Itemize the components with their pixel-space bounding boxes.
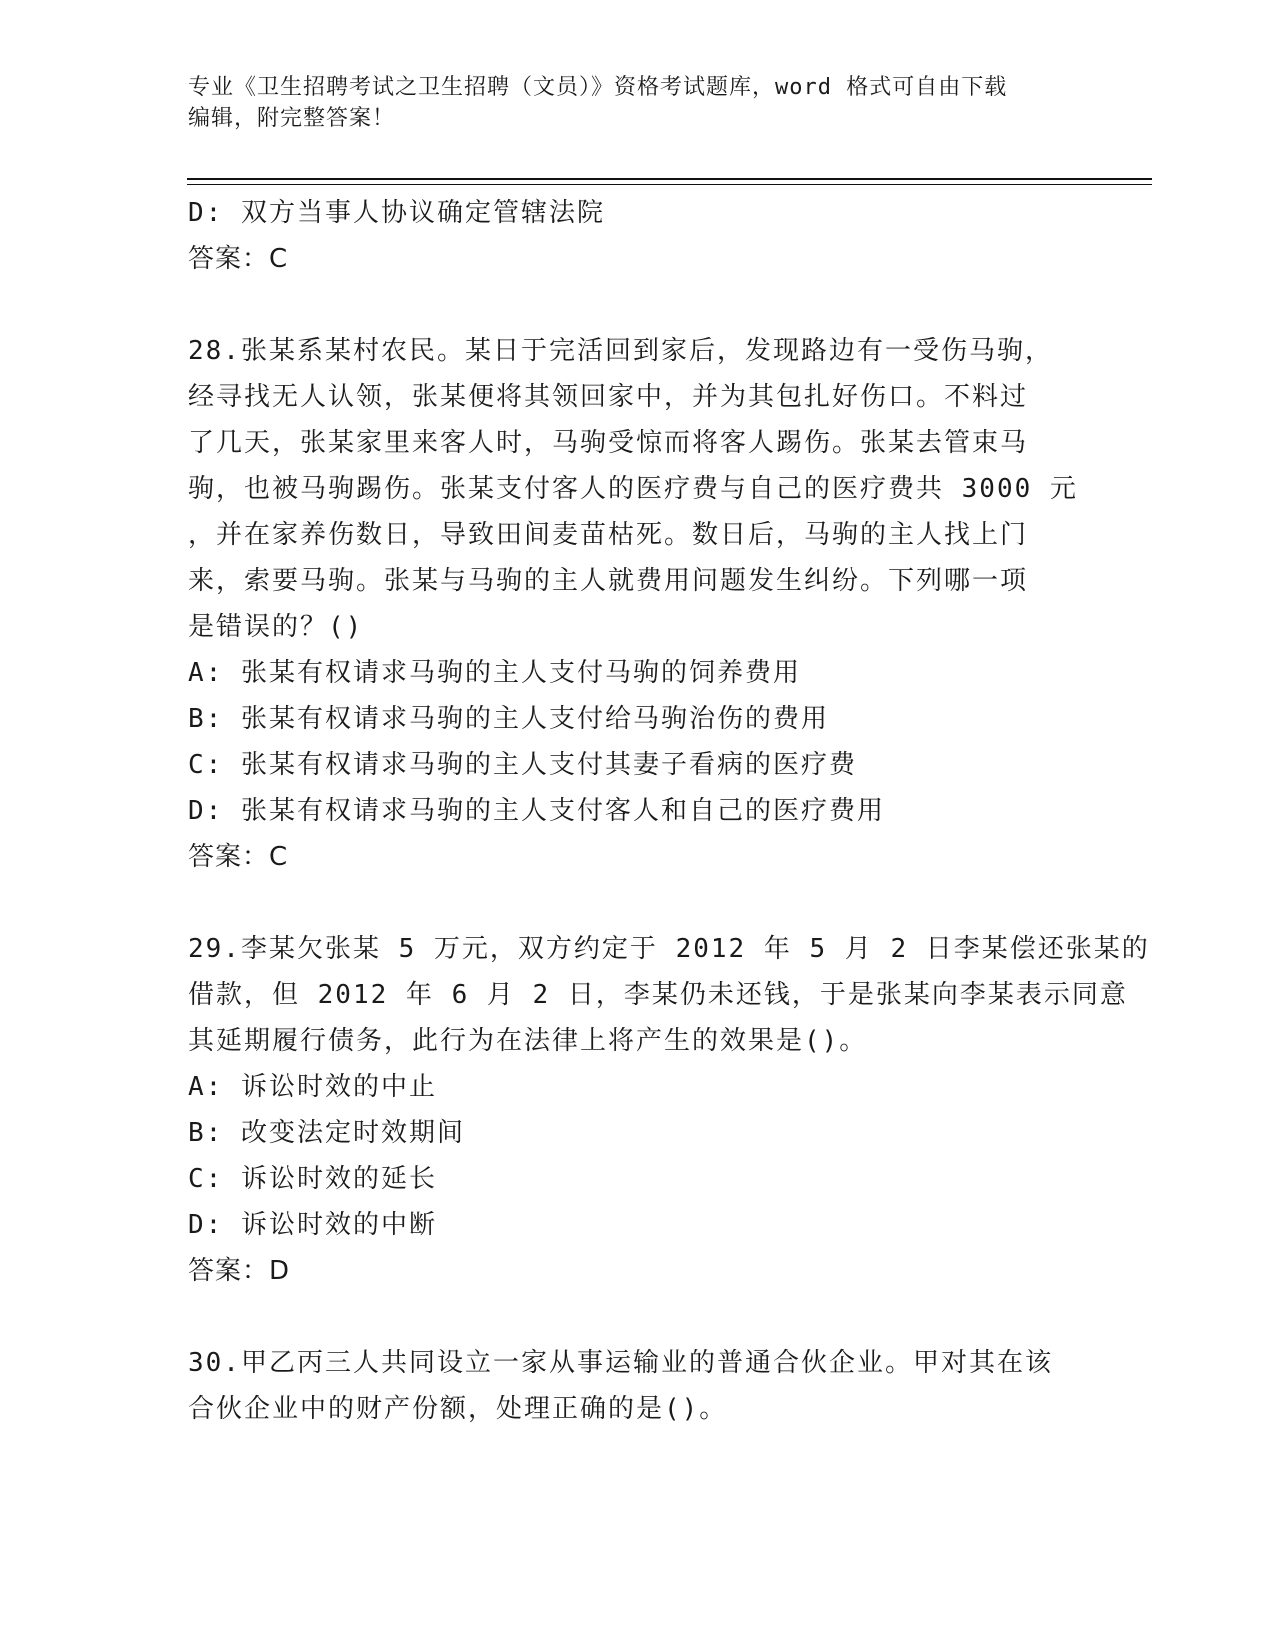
q29-answer: 答案：D: [188, 1256, 291, 1286]
spacer: [188, 282, 1088, 328]
header-rule-thick: [187, 178, 1152, 180]
q30-stem-line: 30.甲乙丙三人共同设立一家从事运输业的普通合伙企业。甲对其在该: [188, 1348, 1053, 1378]
q30-stem-line: 合伙企业中的财产份额，处理正确的是()。: [188, 1394, 728, 1424]
q28-option-c: C: 张某有权请求马驹的主人支付其妻子看病的医疗费: [188, 750, 857, 780]
q28-option-a: A: 张某有权请求马驹的主人支付马驹的饲养费用: [188, 658, 801, 688]
question-29: [188, 926, 1150, 1294]
q29-option-a: A: 诉讼时效的中止: [188, 1072, 437, 1102]
q28-option-d: D: 张某有权请求马驹的主人支付客人和自己的医疗费用: [188, 796, 885, 826]
q29-stem-line: 其延期履行债务，此行为在法律上将产生的效果是()。: [188, 1026, 868, 1056]
spacer: [188, 880, 1088, 926]
header-line-2: 编辑，附完整答案！: [188, 106, 396, 131]
q29-option-b: B: 改变法定时效期间: [188, 1118, 465, 1148]
question-content: [188, 190, 1150, 1432]
q29-stem-line: 借款，但 2012 年 6 月 2 日，李某仍未还钱，于是张某向李某表示同意: [188, 980, 1128, 1010]
spacer: [188, 1294, 1088, 1340]
q27-option-d: D: 双方当事人协议确定管辖法院: [188, 198, 605, 228]
q29-option-d: D: 诉讼时效的中断: [188, 1210, 437, 1240]
question-30: [188, 1340, 1088, 1432]
q28-stem-line: ，并在家养伤数日，导致田间麦苗枯死。数日后，马驹的主人找上门: [188, 520, 1029, 550]
q28-stem-line: 经寻找无人认领，张某便将其领回家中，并为其包扎好伤口。不料过: [188, 382, 1029, 412]
q28-stem-line: 28.张某系某村农民。某日于完活回到家后，发现路边有一受伤马驹，: [188, 336, 1053, 366]
q28-stem-line: 是错误的？(): [188, 612, 364, 642]
q27-answer: 答案：C: [188, 244, 289, 274]
question-28: [188, 328, 1088, 880]
q29-stem-line: 29.李某欠张某 5 万元，双方约定于 2012 年 5 月 2 日李某偿还张某的: [188, 934, 1150, 964]
header-line-1: 专业《卫生招聘考试之卫生招聘（文员）》资格考试题库，word 格式可自由下载: [188, 75, 1008, 100]
q28-stem-line: 驹，也被马驹踢伤。张某支付客人的医疗费与自己的医疗费共 3000 元: [188, 474, 1078, 504]
q29-option-c: C: 诉讼时效的延长: [188, 1164, 437, 1194]
q28-answer: 答案：C: [188, 842, 289, 872]
document-header: [188, 72, 1088, 134]
header-rule-thin: [187, 184, 1152, 185]
q28-stem-line: 了几天，张某家里来客人时，马驹受惊而将客人踢伤。张某去管束马: [188, 428, 1029, 458]
q28-option-b: B: 张某有权请求马驹的主人支付给马驹治伤的费用: [188, 704, 829, 734]
q28-stem-line: 来，索要马驹。张某与马驹的主人就费用问题发生纠纷。下列哪一项: [188, 566, 1029, 596]
